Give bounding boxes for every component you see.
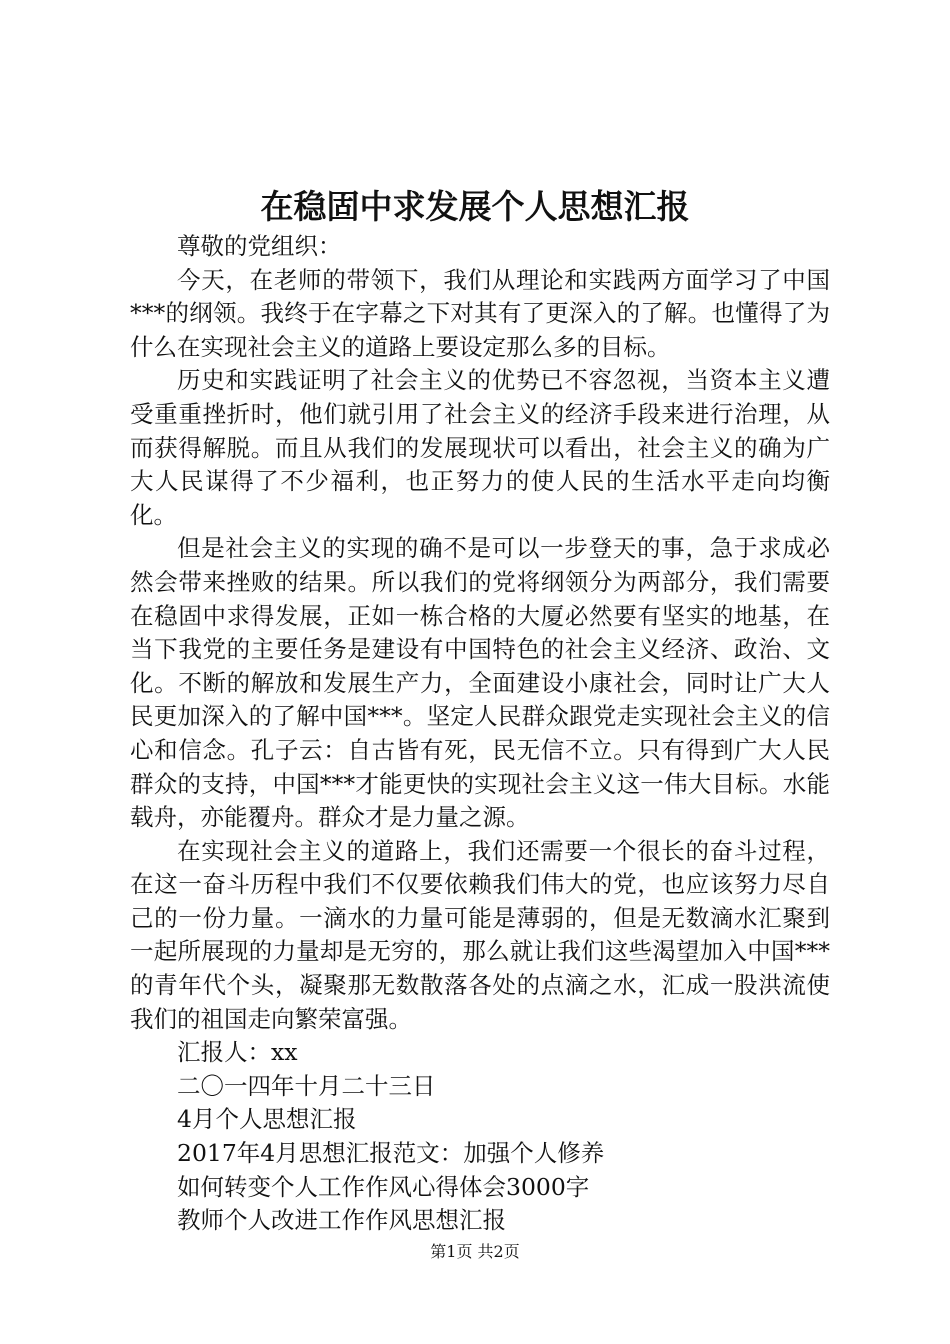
related-article: 教师个人改进工作作风思想汇报 (177, 1206, 506, 1235)
related-article: 2017年4月思想汇报范文：加强个人修养 (177, 1139, 605, 1168)
paragraph: 在实现社会主义的道路上，我们还需要一个很长的奋斗过程，在这一奋斗历程中我们不仅要依赖我们伟大的党，也应该努力尽自己的一份力量。一滴水的力量可能是薄弱的，但是无数滴水汇聚到一起所展现的力量却是无穷的，那么就让我们这些渴望加入中国***的青年代个头，凝聚那无数散落各处的点滴之水，汇成一股洪流使我们的祖国走向繁荣富强。 (130, 836, 830, 1033)
related-article: 4月个人思想汇报 (177, 1105, 357, 1134)
date-line: 二〇一四年十月二十三日 (177, 1071, 436, 1100)
page-footer: 第1页 共2页 (430, 1242, 520, 1261)
reporter-line: 汇报人：xx (177, 1038, 298, 1067)
paragraph: 历史和实践证明了社会主义的优势已不容忽视，当资本主义遭受重重挫折时，他们就引用了社会主义的经济手段来进行治理，从而获得解脱。而且从我们的发展现状可以看出，社会主义的确为广大人民谋得了不少福利，也正努力的使人民的生活水平走向均衡化。 (130, 366, 830, 529)
paragraph: 今天，在老师的带领下，我们从理论和实践两方面学习了中国***的纲领。我终于在字幕之下对其有了更深入的了解。也懂得了为什么在实现社会主义的道路上要设定那么多的目标。 (130, 265, 830, 361)
salutation: 尊敬的党组织： (177, 232, 342, 260)
paragraph: 但是社会主义的实现的确不是可以一步登天的事，急于求成必然会带来挫败的结果。所以我们的党将纲领分为两部分，我们需要在稳固中求得发展，正如一栋合格的大厦必然要有坚实的地基，在当下我党的主要任务是建设有中国特色的社会主义经济、政治、文化。不断的解放和发展生产力，全面建设小康社会，同时让广大人民更加深入的了解中国***。坚定人民群众跟党走实现社会主义的信心和信念。孔子云：自古皆有死，民无信不立。只有得到广大人民群众的支持，中国***才能更快的实现社会主义这一伟大目标。水能载舟，亦能覆舟。群众才是力量之源。 (130, 534, 830, 832)
document-body (130, 230, 830, 1238)
related-article: 如何转变个人工作作风心得体会3000字 (177, 1172, 590, 1201)
document-title: 在稳固中求发展个人思想汇报 (260, 187, 690, 226)
